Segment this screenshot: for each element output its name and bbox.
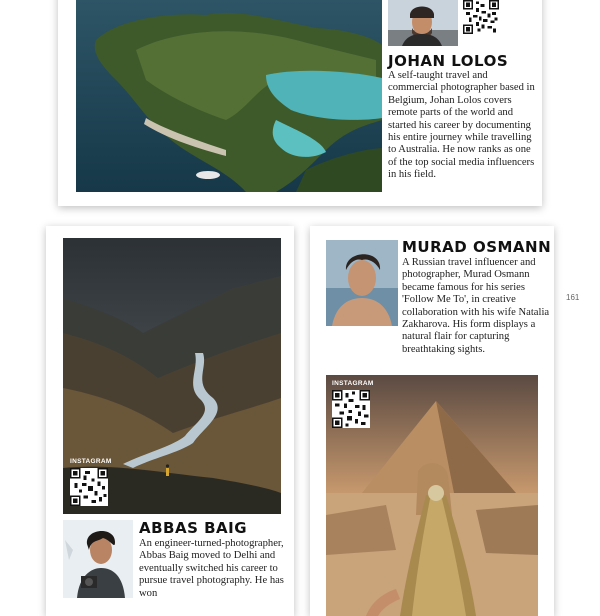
johan-lolos-bio: A self-taught travel and commercial photographer based in Belgium, Johan Lolos covers remote parts of the world and started his career by documenting his entire journey while travelling to Australia. He now ranks as one of the top social media influencers in his field.: [388, 70, 535, 181]
profile-card-murad-osmann: [310, 226, 554, 616]
abbas-baig-bio: An engineer-turned-photographer, Abbas Baig moved to Delhi and eventually switched his career to pursue travel photography. He has won: [139, 538, 284, 599]
johan-lolos-name: JOHAN LOLOS: [388, 52, 509, 70]
profile-card-johan-lolos: [58, 0, 542, 206]
johan-lolos-portrait: [388, 0, 458, 46]
murad-osmann-bio: A Russian travel influencer and photographer, Murad Osmann became famous for his series 'Follow Me To', in creative collaboration with his wife Natalia Zakharova. His form displays a natural flair for capturing breathtaking sights.: [402, 257, 550, 355]
abbas-baig-qr-code[interactable]: [70, 468, 108, 506]
murad-osmann-instagram-label: INSTAGRAM: [332, 380, 374, 387]
murad-osmann-portrait: [326, 240, 398, 326]
profile-card-abbas-baig: [46, 226, 294, 616]
island-aerial-photo: [76, 0, 382, 192]
abbas-baig-name: ABBAS BAIG: [139, 519, 248, 537]
murad-osmann-name: MURAD OSMANN: [402, 238, 552, 256]
murad-osmann-qr-code[interactable]: [332, 390, 370, 428]
johan-lolos-qr-code[interactable]: [463, 0, 499, 34]
abbas-baig-instagram-label: INSTAGRAM: [70, 458, 112, 465]
page-number: 161: [566, 293, 580, 302]
abbas-baig-portrait: [63, 520, 133, 598]
